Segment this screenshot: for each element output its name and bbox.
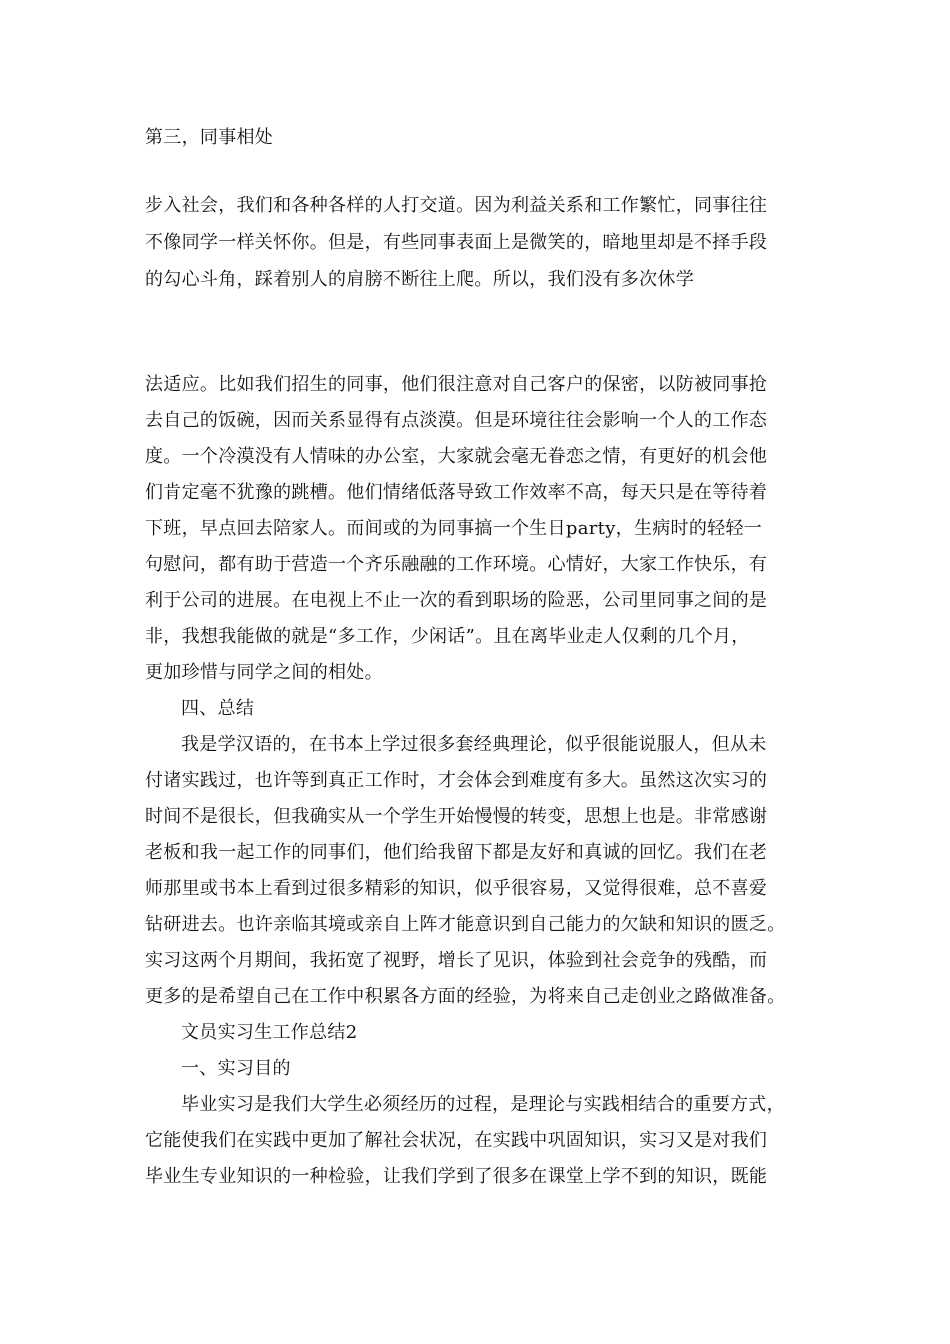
- section-heading: 四、总结: [181, 698, 255, 719]
- paragraph-line: 毕业生专业知识的一种检验，让我们学到了很多在课堂上学不到的知识，既能: [145, 1166, 768, 1187]
- document-title: 文员实习生工作总结2: [181, 1022, 358, 1043]
- section-heading: 一、实习目的: [181, 1058, 291, 1079]
- paragraph-line: 时间不是很长，但我确实从一个学生开始慢慢的转变，思想上也是。非常感谢: [145, 806, 768, 827]
- paragraph-line: 们肯定毫不犹豫的跳槽。他们情绪低落导致工作效率不高，每天只是在等待着: [145, 482, 768, 503]
- paragraph-line: 非，我想我能做的就是“多工作，少闲话”。且在离毕业走人仅剩的几个月，: [145, 626, 750, 647]
- paragraph-line: 更多的是希望自己在工作中积累各方面的经验，为将来自己走创业之路做准备。: [145, 986, 786, 1007]
- paragraph-line: 实习这两个月期间，我拓宽了视野，增长了见识，体验到社会竞争的残酷，而: [145, 950, 768, 971]
- paragraph-line: 下班，早点回去陪家人。而间或的为同事搞一个生日party，生病时的轻轻一: [145, 518, 763, 539]
- paragraph-line: 老板和我一起工作的同事们，他们给我留下都是友好和真诚的回忆。我们在老: [145, 842, 768, 863]
- paragraph-line: 更加珍惜与同学之间的相处。: [145, 662, 383, 683]
- paragraph-line: 去自己的饭碗，因而关系显得有点淡漠。但是环境往往会影响一个人的工作态: [145, 410, 768, 431]
- section-heading: 第三，同事相处: [145, 127, 274, 148]
- paragraph-line: 法适应。比如我们招生的同事，他们很注意对自己客户的保密，以防被同事抢: [145, 374, 768, 395]
- paragraph-line: 利于公司的进展。在电视上不止一次的看到职场的险恶，公司里同事之间的是: [145, 590, 768, 611]
- paragraph-line: 师那里或书本上看到过很多精彩的知识，似乎很容易，又觉得很难，总不喜爱: [145, 878, 768, 899]
- paragraph-line: 钻研进去。也许亲临其境或亲自上阵才能意识到自己能力的欠缺和知识的匮乏。: [145, 914, 786, 935]
- paragraph-line: 它能使我们在实践中更加了解社会状况，在实践中巩固知识，实习又是对我们: [145, 1130, 768, 1151]
- paragraph-line: 度。一个冷漠没有人情味的办公室，大家就会毫无眷恋之情，有更好的机会他: [145, 446, 768, 467]
- paragraph-line: 毕业实习是我们大学生必须经历的过程，是理论与实践相结合的重要方式，: [181, 1094, 785, 1115]
- paragraph-line: 步入社会，我们和各种各样的人打交道。因为利益关系和工作繁忙，同事往往: [145, 195, 768, 216]
- paragraph-line: 不像同学一样关怀你。但是，有些同事表面上是微笑的，暗地里却是不择手段: [145, 232, 768, 253]
- paragraph-line: 句慰问，都有助于营造一个齐乐融融的工作环境。心情好，大家工作快乐，有: [145, 554, 768, 575]
- paragraph-line: 的勾心斗角，踩着别人的肩膀不断往上爬。所以，我们没有多次休学: [145, 269, 694, 290]
- paragraph-line: 我是学汉语的，在书本上学过很多套经典理论，似乎很能说服人，但从未: [181, 734, 767, 755]
- paragraph-line: 付诸实践过，也许等到真正工作时，才会体会到难度有多大。虽然这次实习的: [145, 770, 768, 791]
